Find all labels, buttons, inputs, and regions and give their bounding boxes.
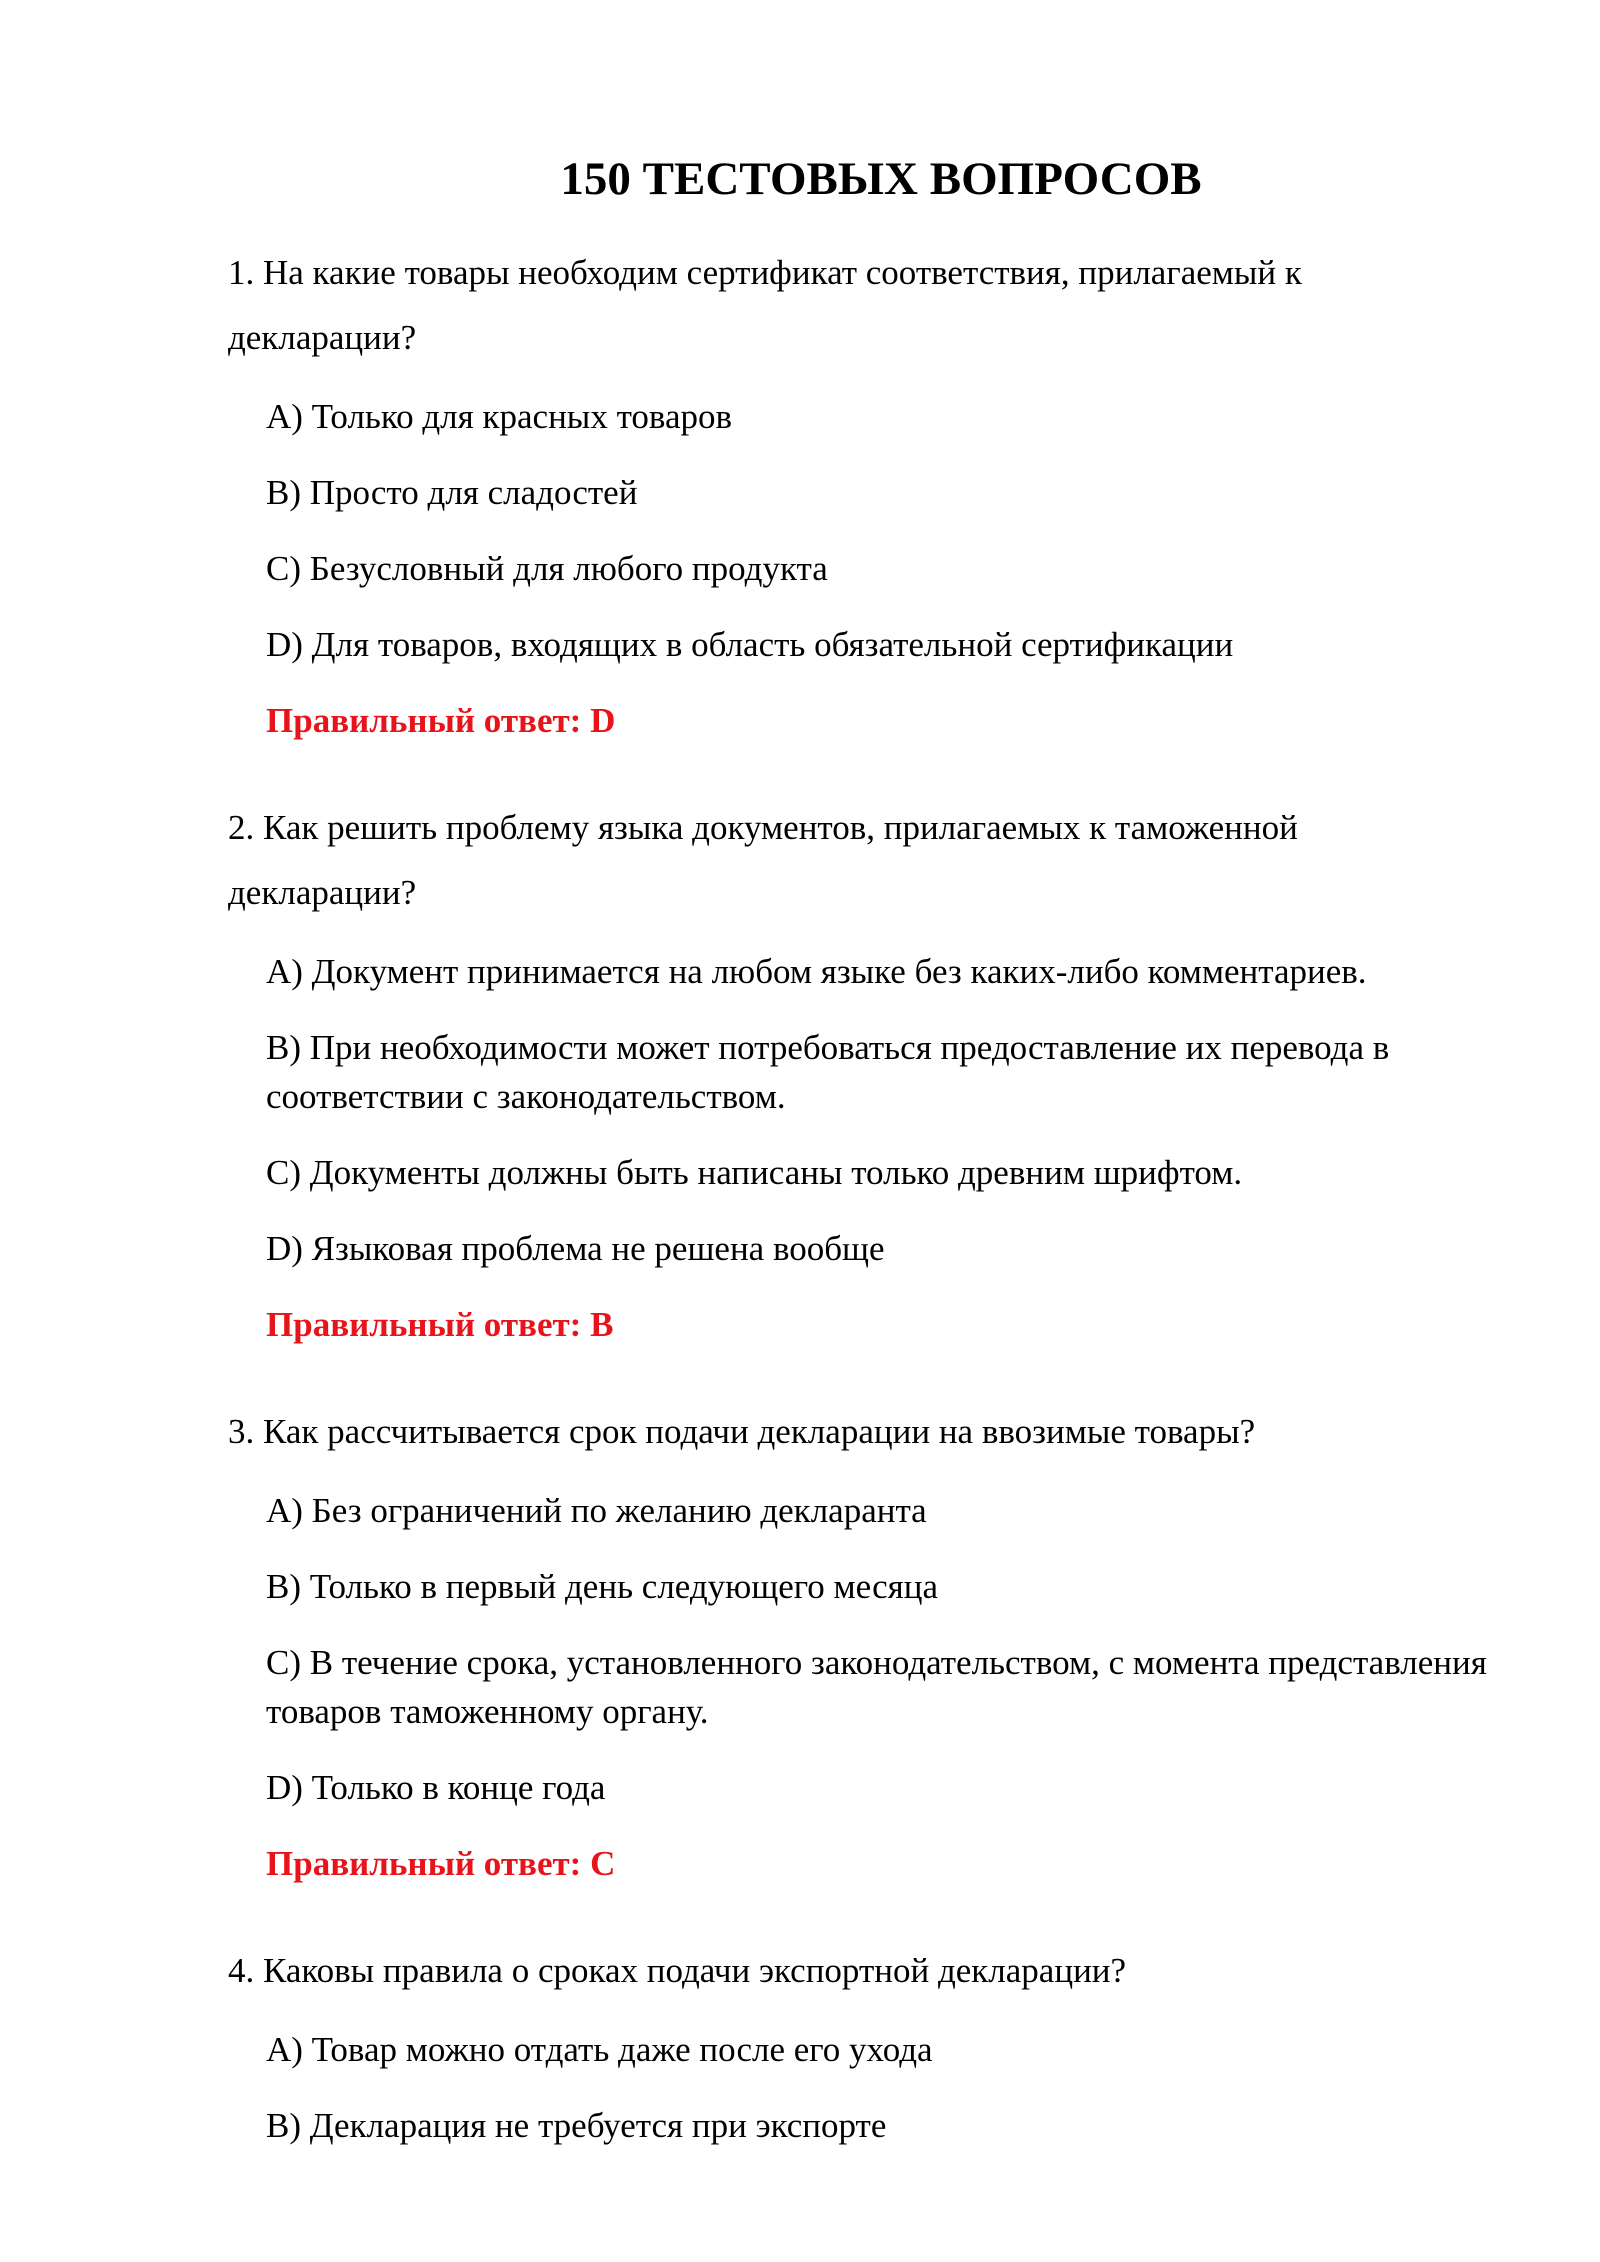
option-a: A) Документ принимается на любом языке без каких-либо комментариев. <box>266 952 1367 991</box>
answer-letter: B <box>590 1305 614 1344</box>
option-c: C) Документы должны быть написаны только древним шрифтом. <box>266 1153 1243 1192</box>
option-a: A) Только для красных товаров <box>266 397 733 436</box>
correct-answer <box>266 1300 1490 1349</box>
question-1 <box>228 240 1490 745</box>
option-a: A) Товар можно отдать даже после его ухода <box>266 2030 933 2069</box>
question-text: 2. Как решить проблему языка документов, прилагаемых к таможенной декларации? <box>228 808 1298 912</box>
option-b: B) Декларация не требуется при экспорте <box>266 2106 887 2145</box>
option-c: C) В течение срока, установленного законодательством, с момента представления товаров таможенному органу. <box>266 1643 1487 1731</box>
option-b: B) Просто для сладостей <box>266 473 638 512</box>
question-text: 4. Каковы правила о сроках подачи экспортной декларации? <box>228 1951 1127 1990</box>
answer-letter: D <box>590 701 616 740</box>
question-2 <box>228 795 1490 1349</box>
option-a: A) Без ограничений по желанию декларанта <box>266 1491 927 1530</box>
answer-label: Правильный ответ: <box>266 1844 582 1883</box>
correct-answer <box>266 1839 1490 1888</box>
option-b: B) Только в первый день следующего месяца <box>266 1567 938 1606</box>
option-d: D) Языковая проблема не решена вообще <box>266 1229 885 1268</box>
answer-label: Правильный ответ: <box>266 701 582 740</box>
question-4 <box>228 1938 1490 2150</box>
question-text: 3. Как рассчитывается срок подачи декларации на ввозимые товары? <box>228 1412 1256 1451</box>
correct-answer <box>266 696 1490 745</box>
option-d: D) Только в конце года <box>266 1768 606 1807</box>
option-c: C) Безусловный для любого продукта <box>266 549 828 588</box>
answer-letter: C <box>590 1844 616 1883</box>
question-text: 1. На какие товары необходим сертификат соответствия, прилагаемый к декларации? <box>228 253 1302 357</box>
option-b: B) При необходимости может потребоваться предоставление их перевода в соответствии с законодательством. <box>266 1028 1390 1116</box>
page-title: 150 ТЕСТОВЫХ ВОПРОСОВ <box>560 153 1202 205</box>
option-d: D) Для товаров, входящих в область обязательной сертификации <box>266 625 1234 664</box>
answer-label: Правильный ответ: <box>266 1305 582 1344</box>
question-3 <box>228 1399 1490 1888</box>
